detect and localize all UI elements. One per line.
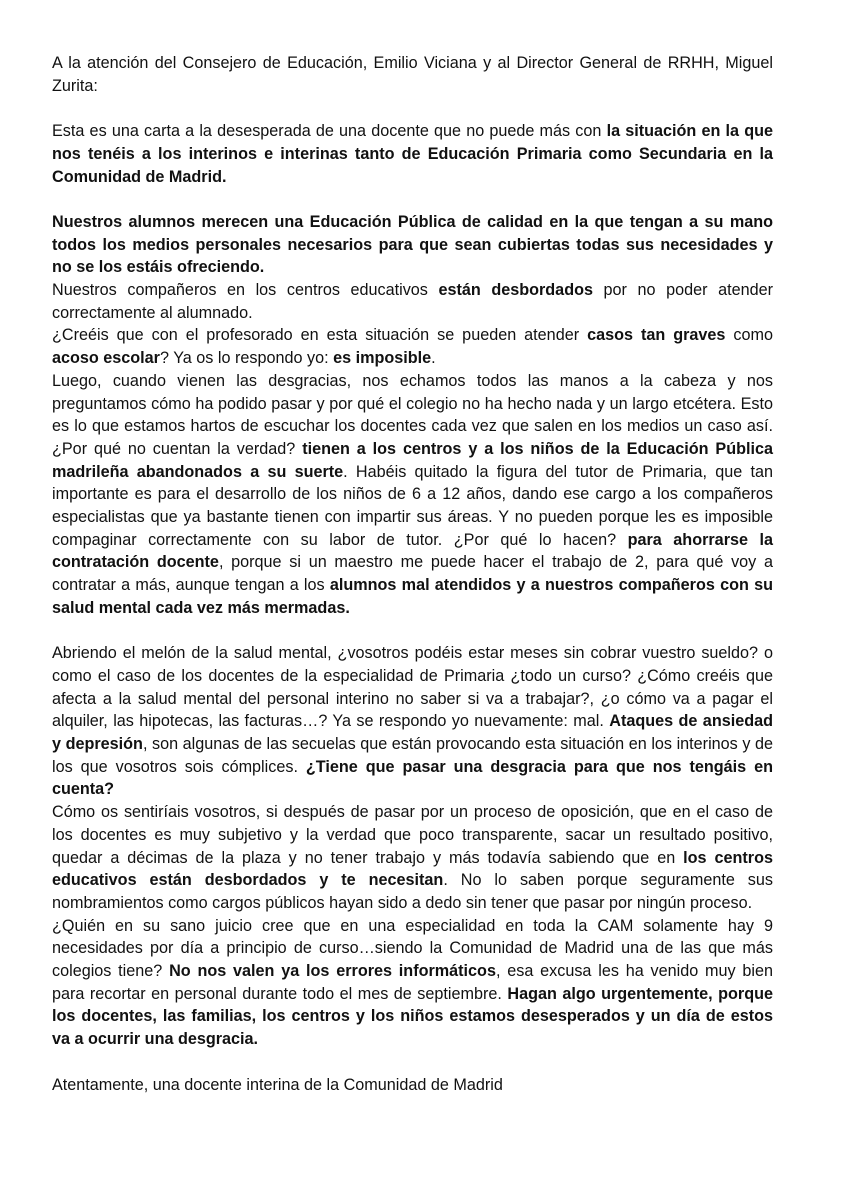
paragraph-needs: ¿Quién en su sano juicio cree que en una especialidad en toda la CAM solamente hay 9 necesidades por día a principio de curso…siendo la Comunidad de Madrid una de las que más colegios tiene? No nos valen ya los errores informáticos, esa excusa les ha venido muy bien para recortar en personal durante todo el mes de septiembre. Hagan algo urgentemente, porque los docentes, las familias, los centros y los niños estamos desesperados y un día de estos va a ocurrir una desgracia. [52,916,773,1049]
paragraph-opposition: Cómo os sentiríais vosotros, si después de pasar por un proceso de oposición, que en el caso de los docentes es muy subjetivo y la verdad que poco transparente, sacar un resultado positivo, quedar a décimas de la plaza y no tener trabajo y más todavía sabiendo que en los centros educativos están desbordados y te necesitan. No lo saben porque seguramente sus nombramientos como cargos públicos hayan sido a dedo sin tener que pasar por ningún proceso. [52,803,773,912]
paragraph-mental-health: Abriendo el melón de la salud mental, ¿vosotros podéis estar meses sin cobrar vuestro sueldo? o como el caso de los docentes de la especialidad de Primaria ¿todo un curso? ¿Cómo creéis que afecta a la salud mental del personal interino no saber si va a trabajar?, ¿o cómo va a pagar el alquiler, las hipotecas, las facturas…? Ya se respondo yo nuevamente: mal. Ataques de ansiedad y depresión, son algunas de las secuelas que están provocando esta situación en los interinos y de los que vosotros sois cómplices. ¿Tiene que pasar una desgracia para que nos tengáis en cuenta? [52,644,773,799]
paragraph-misfortunes: Luego, cuando vienen las desgracias, nos echamos todos las manos a la cabeza y nos preguntamos cómo ha podido pasar y por qué el colegio no ha hecho nada y un largo etcétera. Esto es lo que estamos hartos de escuchar los docentes cada vez que salen en los medios un caso así. ¿Por qué no cuentan la verdad? tienen a los centros y a los niños de la Educación Pública madrileña abandonados a su suerte. Habéis quitado la figura del tutor de Primaria, que tan importante es para el desarrollo de los niños de 6 a 12 años, dando ese cargo a los compañeros especialistas que ya bastante tienen con impartir sus áreas. Y no pueden porque les es imposible compaginar correctamente con su labor de tutor. ¿Por qué lo hacen? para ahorrarse la contratación docente, porque si un maestro me puede hacer el trabajo de 2, para qué voy a contratar a más, aunque tengan a los alumnos mal atendidos y a nuestros compañeros con su salud mental cada vez más mermadas. [52,371,774,617]
paragraph-bullying: ¿Creéis que con el profesorado en esta situación se pueden atender casos tan graves como acoso escolar? Ya os lo respondo yo: es imposible. [52,326,773,368]
paragraph-students: Nuestros alumnos merecen una Educación Pública de calidad en la que tengan a su mano todos los medios personales necesarios para que sean cubiertas todas sus necesidades y no se los estáis ofreciendo. [52,212,773,277]
paragraph-situation: Esta es una carta a la desesperada de una docente que no puede más con la situación en la que nos tenéis a los interinos e interinas tanto de Educación Primaria como Secundaria en la Comunidad de Madrid. [52,122,773,186]
letter-page [52,52,773,1096]
closing: Atentamente, una docente interina de la Comunidad de Madrid [52,1075,503,1094]
paragraph-colleagues: Nuestros compañeros en los centros educativos están desbordados por no poder atender correctamente al alumnado. [52,281,773,322]
salutation: A la atención del Consejero de Educación, Emilio Viciana y al Director General de RRHH, Miguel Zurita: [52,54,773,95]
